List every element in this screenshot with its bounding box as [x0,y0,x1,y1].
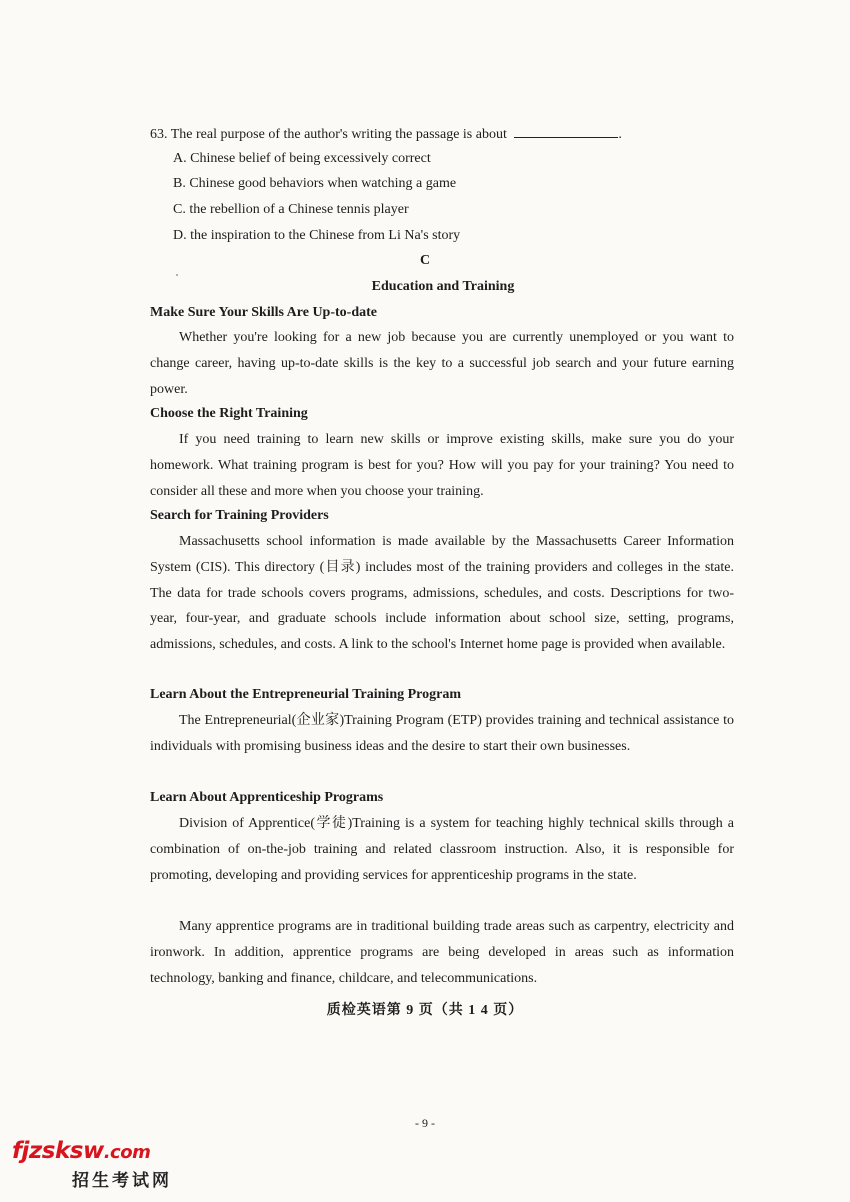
paragraph-up-to-date-skills: Whether you're looking for a new job because you are currently unemployed or you want to change career, having up-to-date skills is the key to a successful job search and your future earning power. [150,330,734,397]
watermark-tld: .com [103,1142,151,1163]
paragraph-entrepreneurial-program: The Entrepreneurial(企业家)Training Program (ETP) provides training and technical assistance to individuals with promising business ideas and the desire to start their own businesses. [150,713,734,754]
heading-entrepreneurial-program: Learn About the Entrepreneurial Training Program [150,687,461,702]
question-end-mark: . [618,127,622,142]
question-number: 63. [150,127,168,142]
heading-training-providers: Search for Training Providers [150,508,329,523]
heading-up-to-date-skills: Make Sure Your Skills Are Up-to-date [150,305,377,320]
watermark-site: fjzsksw [12,1138,104,1164]
option-d: D. the inspiration to the Chinese from Li Na's story [173,228,461,243]
scan-speck [176,274,178,276]
heading-right-training: Choose the Right Training [150,406,308,421]
section-letter: C [419,253,431,268]
watermark-tagline: 招生考试网 [72,1171,172,1191]
page-caption: 质检英语第 9 页（共 1 4 页） [326,1003,524,1018]
page-number: - 9 - [415,1116,435,1130]
answer-blank [514,125,618,138]
site-watermark [12,1138,182,1194]
question-stem-text: The real purpose of the author's writing the passage is about [170,127,507,142]
paragraph-apprenticeship-division: Division of Apprentice(学徒)Training is a system for teaching highly technical skills through a combination of on-the-job training and related classroom instruction. Also, it is responsible for promoting, developing and providing services for apprenticeship programs in the state. [150,816,734,883]
option-c: C. the rebellion of a Chinese tennis player [173,202,409,217]
paragraph-right-training: If you need training to learn new skills or improve existing skills, make sure you do your homework. What training program is best for you? How will you pay for your training? You need to consider all these and more when you choose your training. [150,432,734,499]
paragraph-apprenticeship-areas: Many apprentice programs are in traditional building trade areas such as carpentry, electricity and ironwork. In addition, apprentice programs are being developed in areas such as information technology, banking and finance, childcare, and telecommunications. [150,919,734,986]
question-63-stem [150,125,622,143]
watermark-logo [12,1138,182,1164]
option-b: B. Chinese good behaviors when watching a game [173,176,457,191]
passage-title: Education and Training [371,279,515,294]
option-a: A. Chinese belief of being excessively correct [173,151,431,166]
paragraph-training-providers: Massachusetts school information is made available by the Massachusetts Career Information System (CIS). This directory (目录) includes most of the training providers and colleges in the state. The data for trade schools covers programs, admissions, schedules, and costs. Descriptions for two-year, four-year, and graduate schools include information about school size, setting, programs, admissions, schedules, and costs. A link to the school's Internet home page is provided when available. [150,534,734,653]
heading-apprenticeship-programs: Learn About Apprenticeship Programs [150,790,384,805]
